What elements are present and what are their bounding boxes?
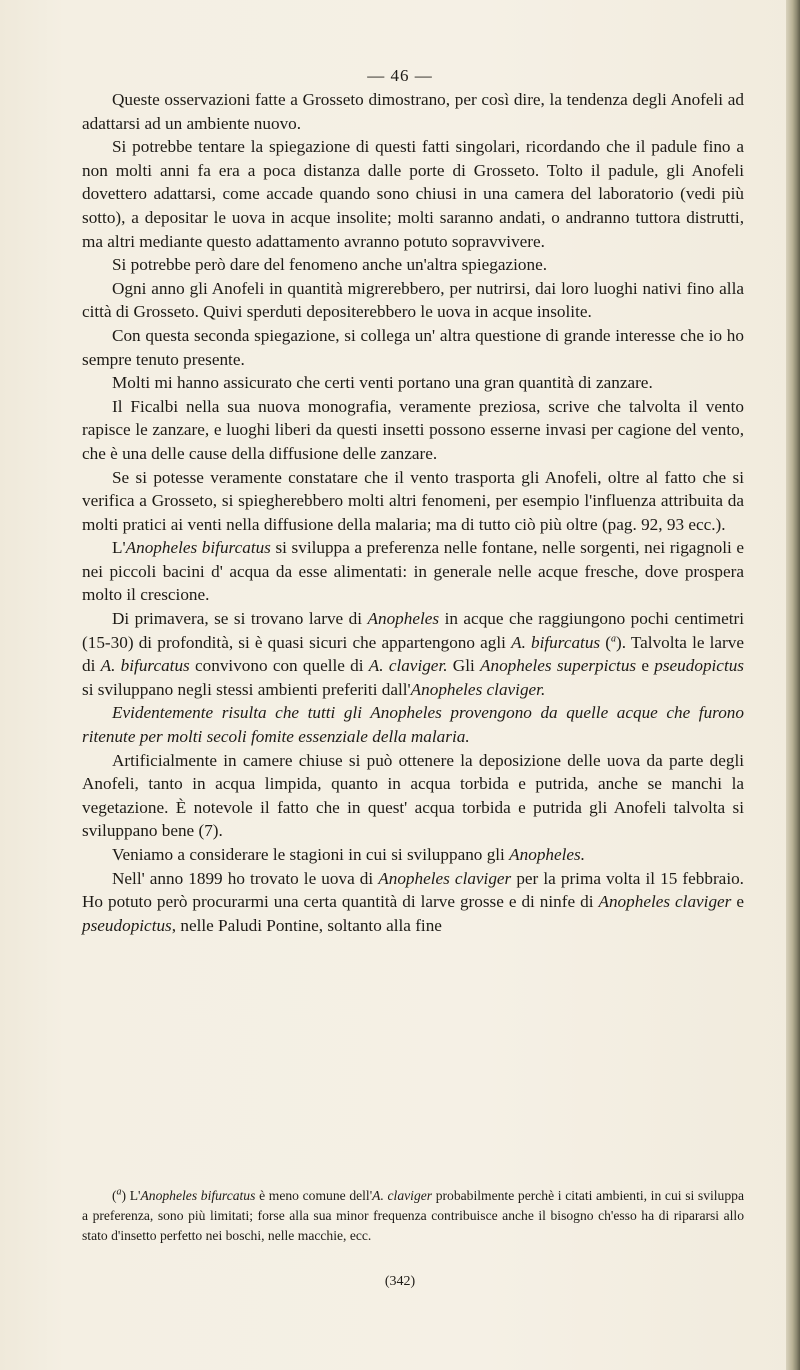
paragraph-2: Si potrebbe tentare la spiegazione di questi fatti singolari, ricordando che il padule fino a non molti anni fa era a poca distanza dalle porte di Grosseto. Tolto il padule, gli Anofeli dovettero adattarsi, come accade quando sono chiusi in una camera del laboratorio (vedi più sotto), a depositar le uova in acque insolite; molti saranno andati, o andranno tuttora distrutti, ma altri mediante questo adattamento avranno potuto sopravvivere. — [82, 137, 744, 251]
paragraph-13 — [82, 843, 744, 867]
text-run: in acque che raggiungono pochi centimetri (15-30) di profondità, si è quasi sicuri che appartengono agli — [82, 609, 745, 652]
footnote-mark: a — [116, 1186, 122, 1198]
paragraph-10 — [82, 607, 744, 701]
paragraph-8: Se si potesse veramente constatare che il vento trasporta gli Anofeli, oltre al fatto che si verifica a Grosseto, si spiegherebbero molti altri fenomeni, per esempio l'influenza attribuita da molti pratici ai venti nella diffusione della malaria; ma di tutto ciò più oltre (pag. 92, 93 ecc.). — [82, 467, 744, 534]
text-run: Veniamo a considerare le stagioni in cui si sviluppano gli — [112, 845, 510, 864]
species-name: Anopheles bifurcatus — [125, 538, 271, 558]
paragraph-6: Molti mi hanno assicurato che certi venti portano una gran quantità di zanzare. — [112, 373, 653, 393]
text-run: e — [731, 892, 744, 912]
text-run: convivono con quelle di — [189, 656, 369, 676]
paragraph-9 — [82, 536, 744, 607]
text-run: per la prima volta il 15 febbraio. Ho potuto però procurarmi una certa quantità di larve grosse e di ninfe di — [82, 868, 744, 912]
main-text — [82, 88, 744, 937]
footnote-a: ($^a$) L'Anopheles bifurcatus è meno comune dell'A. claviger probabilmente perchè i citati ambienti, in cui si sviluppa a preferenza, sono più limitati; forse alla sua minor frequenza contribuisce anche il bisogno ch'esso ha di ripararsi allo stato d'insetto perfetto nei boschi, nelle macchie, ecc. — [82, 1186, 744, 1243]
text-run: probabilmente perchè i citati ambienti, in cui si sviluppa a preferenza, sono più limitati; forse alla sua minor frequenza contribuisce anche il bisogno ch'esso ha di ripararsi allo stato d'insetto perfetto nei boschi, nelle macchie, ecc. — [82, 1188, 744, 1243]
text-run: L' — [126, 1188, 141, 1203]
species-name: Anopheles claviger. — [410, 679, 546, 699]
text-run: Di primavera, se si trovano larve di — [112, 609, 368, 629]
text-run: Nell' anno 1899 ho trovato le uova di — [112, 868, 379, 888]
print-signature-number: (342) — [384, 1274, 416, 1289]
paragraph-5: Con questa seconda spiegazione, si collega un' altra questione di grande interesse che io ho sempre tenuto presente. — [82, 325, 744, 369]
footnote-ref: a — [611, 632, 616, 644]
species-name: Anopheles claviger — [598, 892, 732, 912]
paragraph-14 — [82, 867, 744, 938]
text-run: , nelle Paludi Pontine, soltanto alla fine — [171, 915, 442, 935]
emphasis-sentence: Evidentemente risulta che tutti gli Anopheles provengono da quelle acque che furono ritenute per molti secoli fomite essenziale della malaria. — [82, 703, 744, 747]
species-name: A. bifurcatus — [100, 656, 190, 676]
species-name: Anopheles — [367, 609, 440, 629]
species-name: A. bifurcatus — [511, 632, 601, 652]
species-name: Anopheles. — [509, 845, 586, 864]
species-name: Anopheles bifurcatus — [140, 1188, 256, 1203]
paragraph-1: Queste osservazioni fatte a Grosseto dimostrano, per così dire, la tendenza degli Anofeli ad adattarsi ad un ambiente nuovo. — [82, 90, 744, 133]
paragraph-12: Artificialmente in camere chiuse si può ottenere la deposizione delle uova da parte degli Anofeli, tanto in acqua limpida, quanto in acqua torbida e putrida, anche se manchi la vegetazione. È notevole il fatto che in quest' acqua torbida e putrida gli Anofeli talvolta si sviluppano bene (7). — [82, 750, 744, 841]
species-name: Anopheles claviger — [378, 868, 512, 888]
paragraph-4: Ogni anno gli Anofeli in quantità migrerebbero, per nutrirsi, dai loro luoghi nativi fino alla città di Grosseto. Quivi sperduti depositerebbero le uova in acque insolite. — [82, 278, 744, 322]
text-run: e — [636, 656, 655, 676]
paragraph-7: Il Ficalbi nella sua nuova monografia, veramente preziosa, scrive che talvolta il vento rapisce le zanzare, e luoghi liberi da questi insetti possono esserne invasi per cagione del vento, che è una delle cause della diffusione delle zanzare. — [82, 396, 744, 463]
footnote-section — [82, 1186, 744, 1246]
species-name: A. claviger — [372, 1188, 433, 1203]
paragraph-3: Si potrebbe però dare del fenomeno anche un'altra spiegazione. — [112, 255, 547, 275]
page-edge-shadow — [786, 0, 800, 1370]
species-name: A. claviger. — [368, 656, 448, 676]
species-name: Anopheles superpictus — [480, 656, 637, 676]
text-run: Gli — [447, 656, 480, 676]
text-run: ). Talvolta le larve di — [82, 632, 744, 676]
text-run: ( — [600, 632, 611, 652]
text-run: si sviluppano negli stessi ambienti preferiti dall' — [82, 679, 411, 699]
page-number: — 46 — — [367, 66, 433, 85]
species-name: pseudopictus — [82, 915, 172, 935]
text-run: L' — [112, 538, 126, 558]
text-run: è meno comune dell' — [255, 1188, 373, 1203]
species-name: pseudopictus — [654, 656, 744, 676]
text-run: si sviluppa a preferenza nelle fontane, nelle sorgenti, nei rigagnoli e nei piccoli bacini d' acqua da esse alimentati: in generale nelle acque fresche, dove prospera molto il crescione. — [82, 538, 744, 605]
paragraph-11 — [82, 701, 744, 748]
